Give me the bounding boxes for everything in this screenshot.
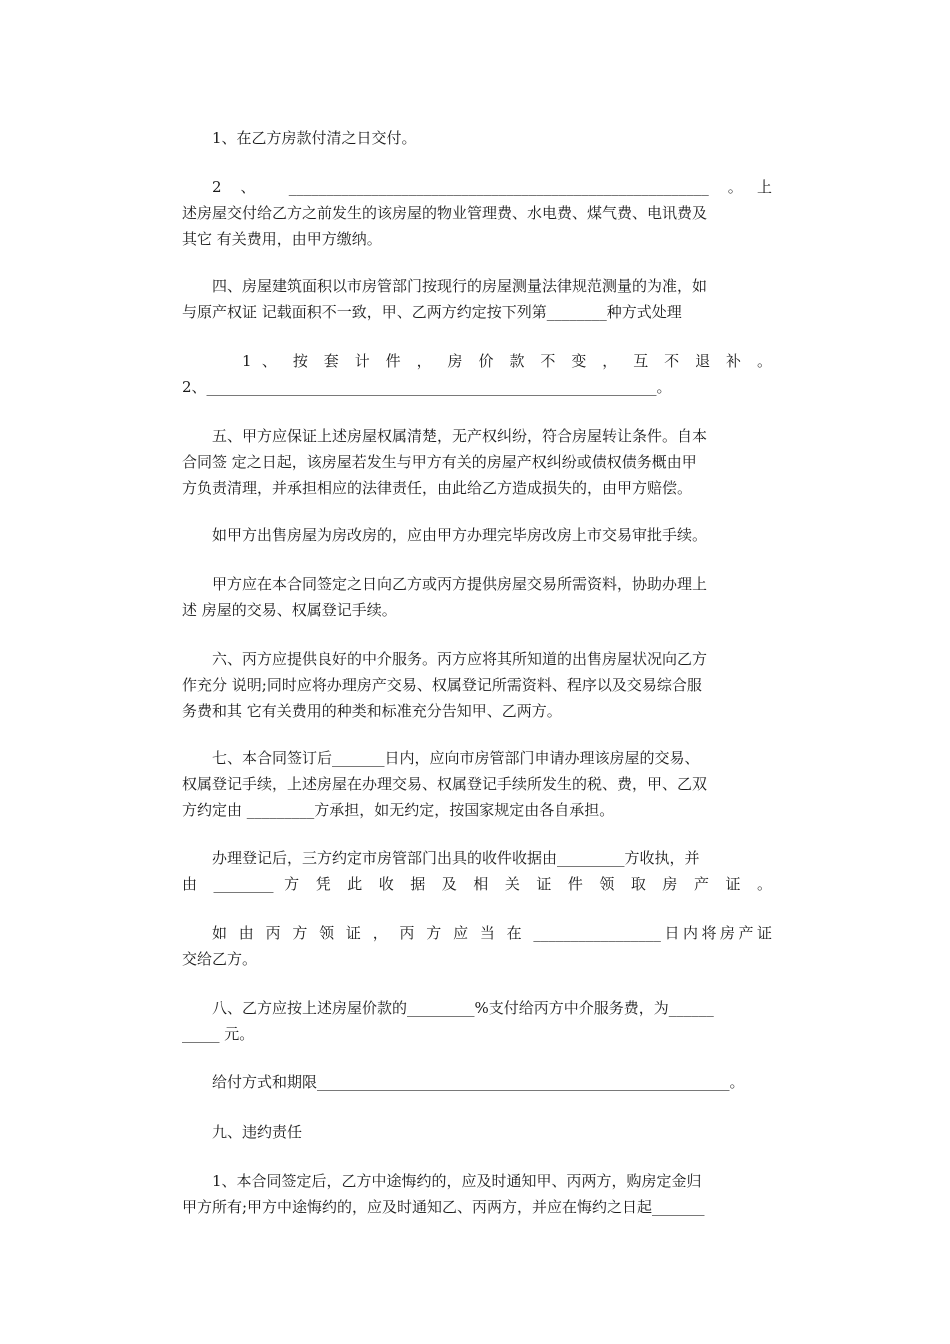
text-line: 四、房屋建筑面积以市房管部门按现行的房屋测量法律规范测量的为准，如 bbox=[212, 277, 708, 295]
paragraph-clause-9-heading bbox=[182, 1119, 772, 1145]
text-line: 其它 有关费用，由甲方缴纳。 bbox=[182, 230, 382, 248]
text-line: 五、甲方应保证上述房屋权属清楚，无产权纠纷，符合房屋转让条件。自本 bbox=[212, 427, 708, 445]
text-line: 如 由 丙 方 领 证 ， 丙 方 应 当 在 _________________日内将房产证 bbox=[212, 924, 772, 942]
text-line: 甲方所有;甲方中途悔约的，应及时通知乙、丙两方，并应在悔约之日起_______ bbox=[182, 1198, 705, 1216]
text-line: 方约定由 _________方承担，如无约定，按国家规定由各自承担。 bbox=[182, 801, 615, 819]
paragraph-clause-8 bbox=[182, 995, 772, 1047]
text-line: 如甲方出售房屋为房改房的，应由甲方办理完毕房改房上市交易审批手续。 bbox=[212, 526, 708, 544]
paragraph-clause-5 bbox=[182, 423, 772, 501]
text-line: 给付方式和期限_______________________________________________________。 bbox=[212, 1073, 745, 1091]
paragraph-certificate-pickup bbox=[182, 920, 772, 972]
text-line: 述房屋交付给乙方之前发生的该房屋的物业管理费、水电费、煤气费、电讯费及 bbox=[182, 204, 708, 222]
text-line: 作充分 说明;同时应将办理房产交易、权属登记所需资料、程序以及交易综合服 bbox=[182, 676, 702, 694]
text-line: 六、丙方应提供良好的中介服务。丙方应将其所知道的出售房屋状况向乙方 bbox=[212, 650, 708, 668]
text-line: 1、本合同签定后，乙方中途悔约的，应及时通知甲、丙两方，购房定金归 bbox=[212, 1172, 702, 1190]
section-heading: 九、违约责任 bbox=[212, 1123, 303, 1141]
text-line: 1 、 按 套 计 件 ， 房 价 款 不 变 ， 互 不 退 补 。 bbox=[242, 352, 772, 370]
text-line: _____ 元。 bbox=[182, 1025, 255, 1043]
paragraph-payment-terms bbox=[182, 1069, 772, 1095]
paragraph-housing-reform bbox=[182, 522, 772, 548]
paragraph-clause-4-options bbox=[182, 348, 772, 400]
text-line: 交给乙方。 bbox=[182, 950, 258, 968]
text-line: 与原产权证 记载面积不一致，甲、乙两方约定按下列第________种方式处理 bbox=[182, 303, 682, 321]
paragraph-registration-receipt bbox=[182, 845, 772, 897]
text-line: 合同签 定之日起，该房屋若发生与甲方有关的房屋产权纠纷或债权债务概由甲 bbox=[182, 453, 697, 471]
text-line: 甲方应在本合同签定之日向乙方或丙方提供房屋交易所需资料，协助办理上 bbox=[212, 575, 708, 593]
paragraph-clause-6 bbox=[182, 646, 772, 724]
paragraph-clause-4 bbox=[182, 273, 772, 325]
text-line: 权属登记手续，上述房屋在办理交易、权属登记手续所发生的税、费，甲、乙双 bbox=[182, 775, 708, 793]
text-line: 务费和其 它有关费用的种类和标准充分告知甲、乙两方。 bbox=[182, 702, 562, 720]
paragraph-delivery-item-2 bbox=[182, 174, 772, 252]
text-line: 1、在乙方房款付清之日交付。 bbox=[212, 129, 417, 147]
text-line: 七、本合同签订后_______日内，应向市房管部门申请办理该房屋的交易、 bbox=[212, 749, 700, 767]
text-line: 办理登记后，三方约定市房管部门出具的收件收据由_________方收执，并 bbox=[212, 849, 700, 867]
paragraph-clause-7 bbox=[182, 745, 772, 823]
paragraph-delivery-item-1 bbox=[182, 125, 772, 151]
text-line: 述 房屋的交易、权属登记手续。 bbox=[182, 601, 397, 619]
text-line: 2 、 ________________________________________________________ 。上 bbox=[212, 178, 772, 196]
paragraph-seller-documents bbox=[182, 571, 772, 623]
text-line: 由 ________ 方 凭 此 收 据 及 相 关 证 件 领 取 房 产 证 。 bbox=[182, 875, 772, 893]
paragraph-clause-9-item-1 bbox=[182, 1168, 772, 1220]
text-line: 八、乙方应按上述房屋价款的_________%支付给丙方中介服务费，为______ bbox=[212, 999, 714, 1017]
text-line: 方负责清理，并承担相应的法律责任，由此给乙方造成损失的，由甲方赔偿。 bbox=[182, 479, 693, 497]
text-line: 2、____________________________________________________________。 bbox=[182, 378, 672, 396]
